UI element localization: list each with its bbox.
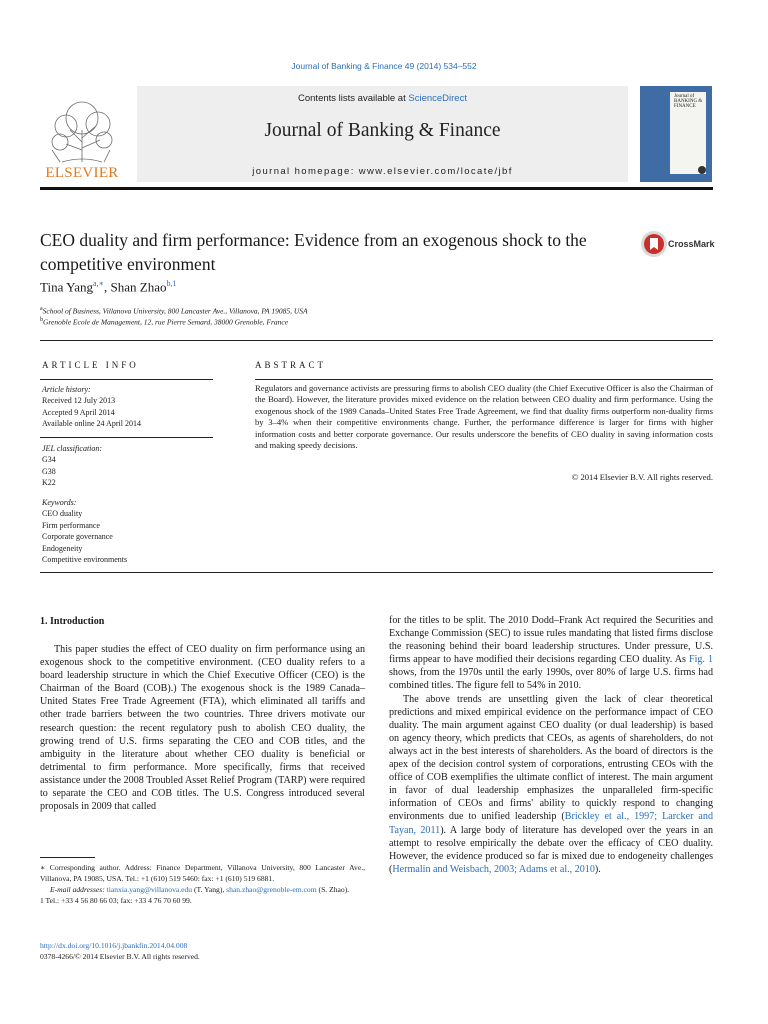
divider <box>40 437 213 438</box>
paragraph: The above trends are unsettling given the lack of clear theoretical predictions and mixed empirical evidence on the performance impact of CEO duality. The main argument against CEO duality (or dual leadership) is based on agency theory, which predicts that CEOs, as agents of shareholders, do not always act in the best interests of shareholders. As the board of directors is the apex of the decision control system of corporations, entrusting CEOs with the office of COB exemplifies the ultimate conflict of interest. The main argument in favor of dual leadership emphasizes the unparalleled firm-specific information of CEOs and firms' ability to quickly respond to changing environments due to unified leadership (Brickley et al., 1997; Larcker and Tayan, 2011). A large body of literature has developed over the years in an attempt to resolve empirically the debate over the efficacy of CEO duality. However, the evidence produced so far is mixed due to endogeneity challenges (Hermalin and Weisbach, 2003; Adams et al., 2010). <box>389 693 714 875</box>
figure-link[interactable]: Fig. 1 <box>688 654 713 666</box>
section-heading: 1. Introduction <box>40 616 105 627</box>
affiliation: $^a$School of Business, Villanova University, 800 Lancaster Ave., Villanova, PA 19085, USA <box>40 306 308 316</box>
footnotes <box>40 862 365 906</box>
citation-link[interactable]: Hermalin and Weisbach, 2003; Adams et al., 2010 <box>392 863 595 875</box>
footnote-rule <box>40 857 95 858</box>
body-column-right <box>389 614 713 876</box>
footnote: 1 Tel.: +33 4 56 80 66 03; fax: +33 4 76 70 60 99. <box>40 896 192 905</box>
journal-name: Journal of Banking & Finance <box>264 120 501 141</box>
abstract-label: ABSTRACT <box>255 360 327 370</box>
header-rule <box>40 187 713 190</box>
citation-link[interactable]: Brickley et al., 1997; Larcker and Tayan, 2011 <box>389 811 714 836</box>
journal-homepage[interactable]: journal homepage: www.elsevier.com/locate/jbf <box>252 166 513 177</box>
article-info-label: ARTICLE INFO <box>42 360 139 370</box>
crossmark-label[interactable]: CrossMark <box>668 239 715 249</box>
copyright: © 2014 Elsevier B.V. All rights reserved. <box>571 472 713 482</box>
cover-title: Journal of BANKING & FINANCE <box>674 94 703 109</box>
paragraph: This paper studies the effect of CEO duality on firm performance using an exogenous shock to the competitive environment. (CEO duality refers to a board leadership structure in which the Chief Executive Officer (CEO) is the Chairman of the Board (COB).) The exogenous shock is the 1989 Canada–United States Free Trade Agreement (FTA), which eliminated all tariffs and other trade barriers between the two countries. Three drivers motivate our research question: the recent regulatory push to abolish CEO duality, the growing trend of U.S. firms separating the CEO and COB titles, and the ambiguity in the literature about whether CEO duality is beneficial or detrimental to firm performance. More specifically, firms that received assistance under the 2008 Troubled Asset Relief Program (TARP) were required to separate the CEO and COB titles. The U.S. Congress introduced several proposals in 2009 that called <box>40 644 365 813</box>
journal-cover-image[interactable] <box>640 86 712 182</box>
author-list: Tina Yang$^{a,∗}$, Shan Zhao$^{b,1}$ <box>40 279 177 295</box>
footnote: E-mail addresses: tianxia.yang@villanova.edu (T. Yang), shan.zhao@grenoble-em.com (S. Zhao). <box>50 885 350 894</box>
paragraph: for the titles to be split. The 2010 Dodd–Frank Act required the Securities and Exchange Commission (SEC) to issue rules mandating that listed firms disclose the reasoning behind their board leadership structures. Under pressure, U.S. firms appear to have modified their decisions regarding CEO duality. As Fig. 1 shows, from the 1970s until the early 1990s, over 80% of large U.S. firms had combined titles. The figure fell to 54% in 2010. <box>389 615 713 692</box>
body-column-left <box>40 643 365 813</box>
affiliation: $^b$Grenoble Ecole de Management, 12, rue Pierre Semard, 38000 Grenoble, France <box>40 317 289 327</box>
author-name[interactable]: Shan Zhao <box>110 279 167 295</box>
jel-classification: JEL classification: G34 G38 K22 <box>42 444 103 488</box>
sciencedirect-link[interactable]: ScienceDirect <box>408 93 467 104</box>
author-name[interactable]: Tina Yang <box>40 279 93 295</box>
keywords: Keywords: CEO duality Firm performance Corporate governance Endogeneity Competitive environments <box>42 498 128 565</box>
journal-citation[interactable]: Journal of Banking & Finance 49 (2014) 534–552 <box>291 61 477 71</box>
doi-block <box>40 940 200 962</box>
footnote: ∗ Corresponding author. Address: Finance Department, Villanova University, 800 Lancaster Ave., Villanova, PA 19085, USA. Tel.: +1 (610) 519 5460: fax: +1 (610) 519 6881. <box>40 863 365 883</box>
contents-line: Contents lists available at ScienceDirect <box>298 93 467 104</box>
issn: 0378-4266/© 2014 Elsevier B.V. All rights reserved. <box>40 952 200 961</box>
divider <box>40 572 713 573</box>
email-link[interactable]: shan.zhao@grenoble-em.com <box>226 885 317 894</box>
article-title: CEO duality and firm performance: Evidence from an exogenous shock to the competitive environment <box>40 230 587 274</box>
elsevier-wordmark[interactable]: ELSEVIER <box>45 165 119 181</box>
abstract-text: Regulators and governance activists are pressuring firms to abolish CEO duality (the Chief Executive Officer is also the Chairman of the Board). However, the literature provides mixed evidence on the relation between CEO duality and firm performance. Using the exogenous shock of the 1989 Canada–United States Free Trade Agreement, we find that duality firms outperform non-duality firms by 3–4% when their competitive environments change. Further, the performance difference is larger for firms with higher information costs and better corporate governance. Our results underscore the benefits of CEO duality in saving information costs and making speedy decisions. <box>255 383 713 451</box>
doi-link[interactable]: http://dx.doi.org/10.1016/j.jbankfin.2014.04.008 <box>40 941 188 950</box>
divider <box>40 340 713 341</box>
crossmark-icon[interactable] <box>640 230 668 258</box>
article-history: Article history: Received 12 July 2013 Accepted 9 April 2014 Available online 24 April 2014 <box>42 385 141 429</box>
divider <box>255 379 713 380</box>
divider <box>40 379 213 380</box>
email-link[interactable]: tianxia.yang@villanova.edu <box>106 885 193 894</box>
